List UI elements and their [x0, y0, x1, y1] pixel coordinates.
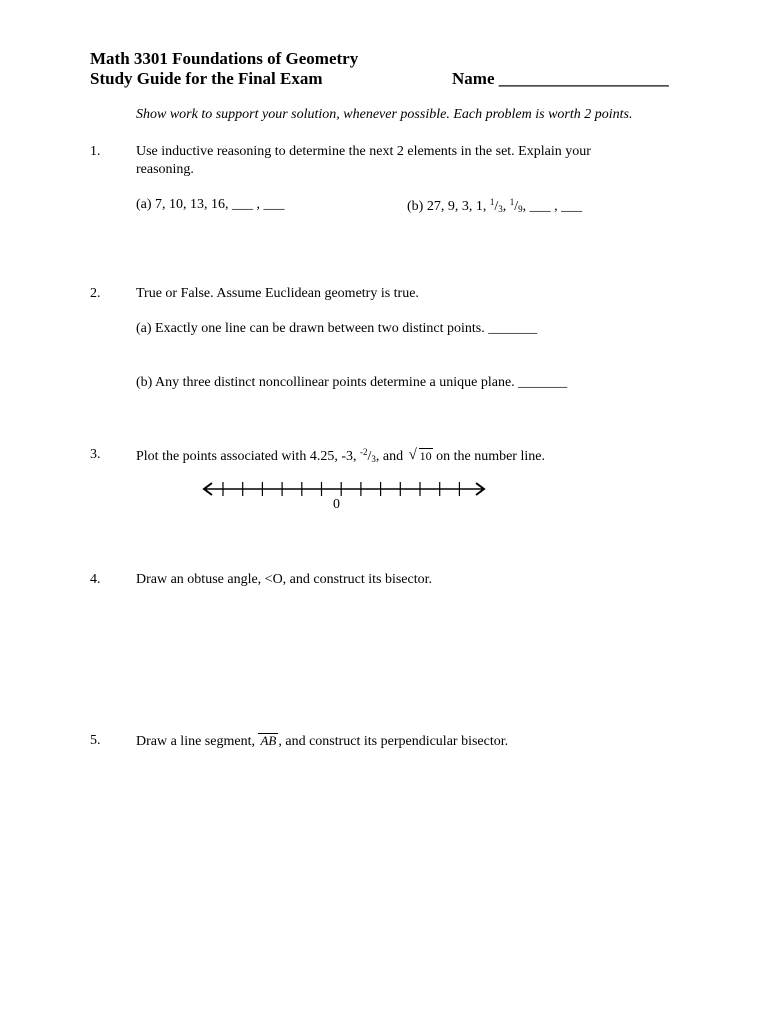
problem-1-part-b: (b) 27, 9, 3, 1, $^1/_3$, $^1/_9$, ___ , ___: [407, 197, 583, 214]
segment-ab: AB: [260, 733, 277, 748]
number-line: [200, 479, 490, 501]
problem-2-part-a: (a) Exactly one line can be drawn between two distinct points. _______: [136, 321, 538, 336]
problem-2-text: True or False. Assume Euclidean geometry is true.: [136, 286, 419, 301]
problem-1-part-a: (a) 7, 10, 13, 16, ___ , ___: [136, 197, 285, 212]
name-field-label: Name ____________________: [452, 69, 669, 88]
problem-3-text: Plot the points associated with 4.25, -3, $^{-2}/_3$, and √ 10 on the number line.: [136, 447, 545, 464]
problem-1-text-line2: reasoning.: [136, 162, 194, 177]
problem-2-number: 2.: [90, 286, 101, 301]
problem-2-part-b: (b) Any three distinct noncollinear points determine a unique plane. _______: [136, 375, 568, 390]
problem-4-text: Draw an obtuse angle, <O, and construct its bisector.: [136, 572, 432, 587]
problem-5-text: Draw a line segment, AB , and construct its perpendicular bisector.: [136, 733, 509, 749]
problem-4-number: 4.: [90, 572, 101, 587]
number-line-zero-label: 0: [333, 497, 340, 512]
problem-1-text-line1: Use inductive reasoning to determine the next 2 elements in the set. Explain your: [136, 144, 591, 159]
sqrt-expression: √ 10: [408, 447, 432, 463]
problem-5-number: 5.: [90, 733, 101, 748]
problem-3-number: 3.: [90, 447, 101, 462]
exam-subtitle: Study Guide for the Final Exam: [90, 69, 323, 88]
problem-1-number: 1.: [90, 144, 101, 159]
course-title: Math 3301 Foundations of Geometry: [90, 49, 359, 68]
instructions: Show work to support your solution, whenever possible. Each problem is worth 2 points.: [136, 107, 633, 122]
